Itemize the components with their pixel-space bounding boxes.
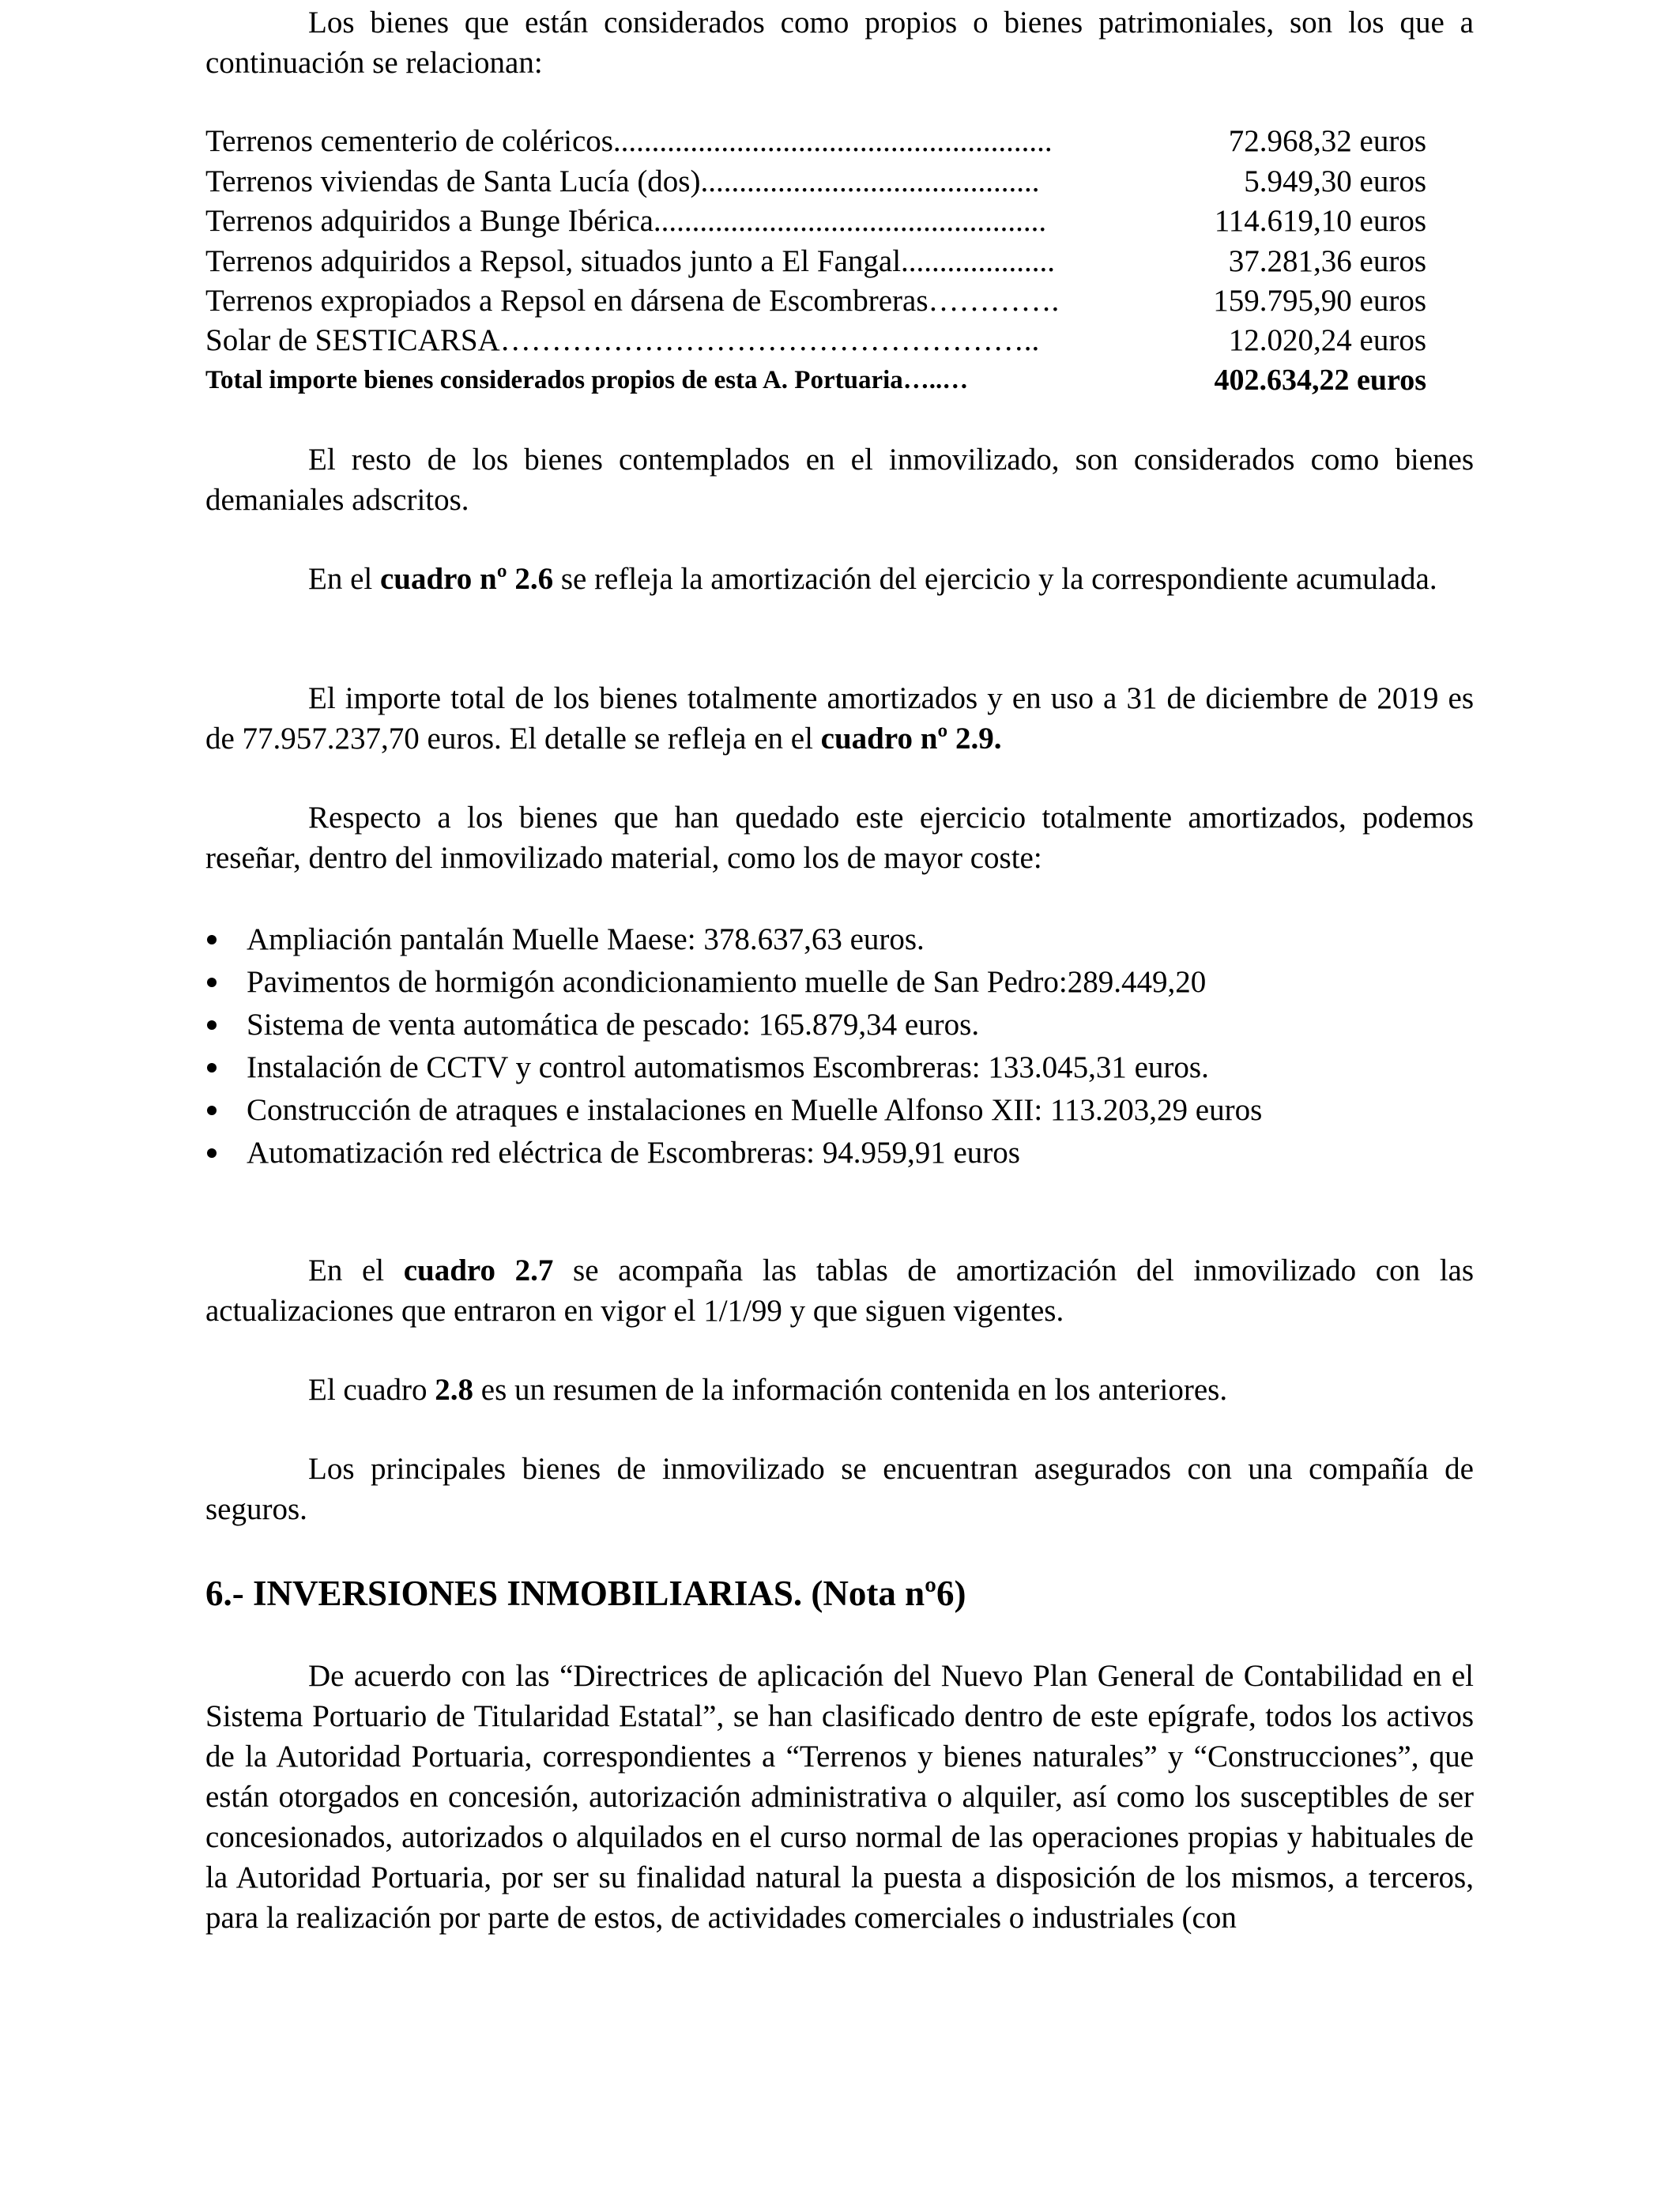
paragraph-cuadro-2-6: En el cuadro nº 2.6 se refleja la amortización del ejercicio y la correspondiente acumulada. (308, 562, 1437, 596)
asset-label: Terrenos viviendas de Santa Lucía (dos)............................................ (205, 164, 1040, 198)
intro-paragraph: Los bienes que están considerados como propios o bienes patrimoniales, son los que a continuación se relacionan: (205, 6, 1474, 80)
asset-label: Terrenos cementerio de coléricos......................................................... (205, 124, 1053, 158)
list-item: Ampliación pantalán Muelle Maese: 378.637,63 euros. (205, 919, 1474, 962)
asset-amount: 159.795,90 euros (1213, 284, 1426, 318)
list-item: Construcción de atraques e instalaciones en Muelle Alfonso XII: 113.203,29 euros (205, 1090, 1474, 1133)
asset-row (205, 241, 1426, 281)
asset-amount: 72.968,32 euros (1228, 124, 1426, 158)
bullet-icon (207, 935, 217, 944)
paragraph-resto: El resto de los bienes contemplados en el inmovilizado, son considerados como bienes demaniales adscritos. (205, 443, 1474, 517)
list-item: Sistema de venta automática de pescado: 165.879,34 euros. (205, 1005, 1474, 1047)
assets-total-row (205, 360, 1426, 401)
paragraph-cuadro-2-7: En el cuadro 2.7 se acompaña las tablas de amortización del inmovilizado con las actualizaciones que entraron en vigor el 1/1/99 y que siguen vigentes. (205, 1253, 1475, 1328)
list-item: Automatización red eléctrica de Escombreras: 94.959,91 euros (205, 1133, 1474, 1175)
bullet-icon (207, 978, 217, 987)
asset-amount: 5.949,30 euros (1244, 164, 1426, 198)
paragraph-seguros: Los principales bienes de inmovilizado se encuentran asegurados con una compañía de seguros. (205, 1452, 1474, 1526)
list-item: Pavimentos de hormigón acondicionamiento muelle de San Pedro:289.449,20 (205, 962, 1474, 1005)
asset-amount: 114.619,10 euros (1214, 204, 1426, 238)
asset-row (205, 320, 1426, 360)
bullet-icon (207, 1148, 217, 1158)
bullet-icon (207, 1020, 217, 1030)
assets-total-label: Total importe bienes considerados propios de esta A. Portuaria…..… (205, 366, 969, 394)
cuadro-2-7-reference: cuadro 2.7 (403, 1253, 554, 1287)
list-item: Instalación de CCTV y control automatismos Escombreras: 133.045,31 euros. (205, 1047, 1474, 1090)
cuadro-2-8-reference: 2.8 (435, 1373, 474, 1407)
asset-label: Terrenos expropiados a Repsol en dársena de Escombreras…………. (205, 284, 1060, 318)
asset-row (205, 161, 1426, 202)
cuadro-2-9-reference: cuadro nº 2.9. (820, 722, 1002, 756)
asset-label: Terrenos adquiridos a Repsol, situados junto a El Fangal.................... (205, 244, 1056, 278)
paragraph-respecto: Respecto a los bienes que han quedado este ejercicio totalmente amortizados, podemos reseñar, dentro del inmovilizado material, como los de mayor coste: (205, 801, 1474, 875)
section-6-paragraph: De acuerdo con las “Directrices de aplicación del Nuevo Plan General de Contabilidad en el Sistema Portuario de Titularidad Estatal”, se han clasificado dentro de este epígrafe, todos los activos de la Autoridad Portuaria, correspondientes a “Terrenos y bienes naturales” y “Construcciones”, que están otorgados en concesión, autorización administrativa o alquiler, así como los susceptibles de ser concesionados, autorizados o alquilados en el curso normal de las operaciones propias y habituales de la Autoridad Portuaria, por ser su finalidad natural la puesta a disposición de los mismos, a terceros, para la realización por parte de estos, de actividades comerciales o industriales (con (205, 1659, 1474, 1935)
asset-amount: 12.020,24 euros (1228, 323, 1426, 357)
amortized-assets-list (205, 919, 1474, 1175)
bullet-icon (207, 1106, 217, 1115)
asset-amount: 37.281,36 euros (1228, 244, 1426, 278)
asset-row (205, 281, 1426, 321)
asset-row (205, 201, 1426, 241)
asset-label: Terrenos adquiridos a Bunge Ibérica................................................... (205, 204, 1047, 238)
paragraph-cuadro-2-8: El cuadro 2.8 es un resumen de la información contenida en los anteriores. (308, 1373, 1228, 1407)
cuadro-2-6-reference: cuadro nº 2.6 (379, 562, 554, 596)
asset-label: Solar de SESTICARSA…………………………………………….. (205, 323, 1040, 357)
bullet-icon (207, 1063, 217, 1072)
assets-total-amount: 402.634,22 euros (1214, 364, 1426, 397)
asset-row (205, 121, 1426, 161)
section-6-heading: 6.- INVERSIONES INMOBILIARIAS. (Nota nº6) (205, 1574, 966, 1613)
paragraph-importe-total: El importe total de los bienes totalmente amortizados y en uso a 31 de diciembre de 2019 es de 77.957.237,70 euros. El detalle se refleja en el cuadro nº 2.9. (205, 681, 1474, 756)
